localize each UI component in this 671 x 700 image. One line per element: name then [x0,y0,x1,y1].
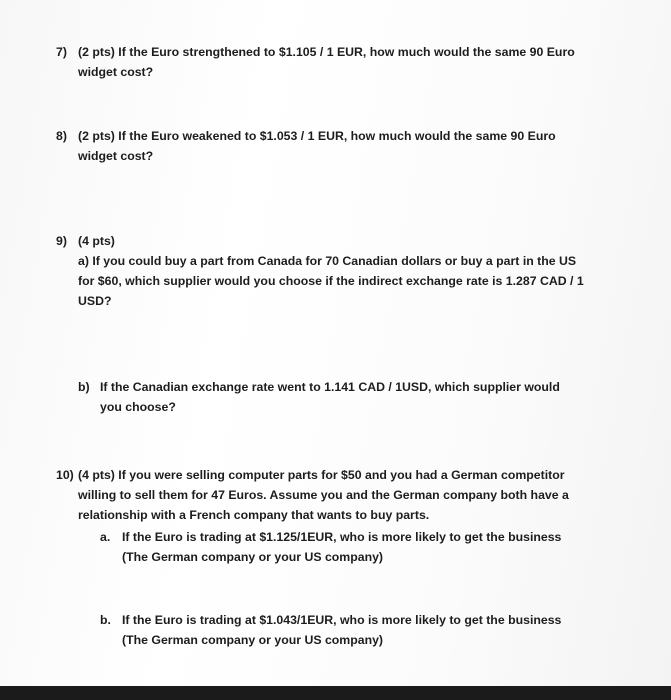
question-7 [56,42,575,82]
question-10a [100,527,561,567]
question-9a-line1: a) If you could buy a part from Canada for 70 Canadian dollars or buy a part in the US [78,254,577,268]
question-10-line2: willing to sell them for 47 Euros. Assume you and the German company both have a [78,488,569,502]
bottom-dark-bar [0,686,671,700]
question-9b-marker: b) [78,380,90,394]
question-9b-line2: you choose? [100,400,176,414]
question-9-header: (4 pts) [78,234,115,248]
question-10a-line1: If the Euro is trading at $1.125/1EUR, who is more likely to get the business [122,530,562,544]
question-9-number: 9) [56,234,67,248]
question-8-line2: widget cost? [78,149,154,163]
question-10b [100,610,561,650]
question-9a-line3: USD? [78,294,112,308]
question-10 [56,465,569,525]
question-10-line3: relationship with a French company that wants to buy parts. [78,508,430,522]
question-10b-line1: If the Euro is trading at $1.043/1EUR, who is more likely to get the business [122,613,562,627]
question-7-number: 7) [56,45,67,59]
question-9b [78,377,560,417]
question-10b-marker: b. [100,613,111,627]
question-7-line1: (2 pts) If the Euro strengthened to $1.105 / 1 EUR, how much would the same 90 Euro [78,45,575,59]
question-10a-line2: (The German company or your US company) [122,550,384,564]
question-10a-marker: a. [100,530,111,544]
question-8-number: 8) [56,129,67,143]
question-8-line1: (2 pts) If the Euro weakened to $1.053 / 1 EUR, how much would the same 90 Euro [78,129,556,143]
question-8 [56,126,556,166]
question-9b-line1: If the Canadian exchange rate went to 1.141 CAD / 1USD, which supplier would [100,380,560,394]
question-7-line2: widget cost? [78,65,154,79]
question-10b-line2: (The German company or your US company) [122,633,384,647]
question-10-number: 10) [56,468,74,482]
question-10-line1: (4 pts) If you were selling computer parts for $50 and you had a German competitor [78,468,565,482]
question-9 [56,231,584,311]
question-9a-line2: for $60, which supplier would you choose if the indirect exchange rate is 1.287 CAD / 1 [78,274,584,288]
